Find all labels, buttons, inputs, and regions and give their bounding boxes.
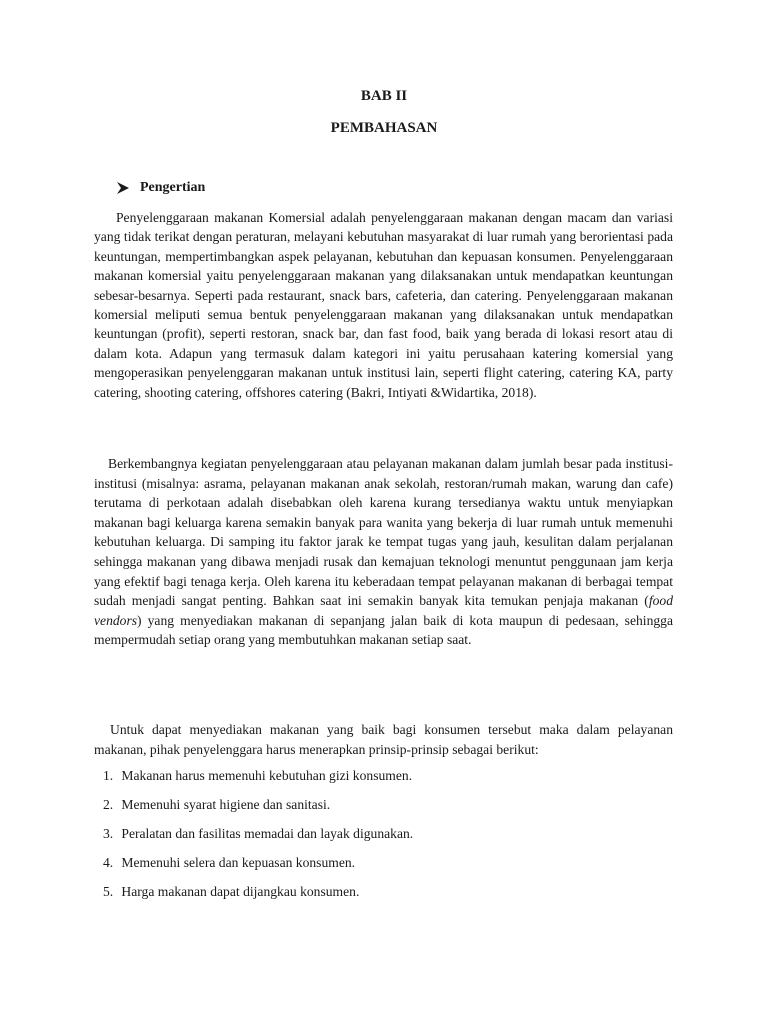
list-item-number: 4. <box>103 855 114 870</box>
section-heading <box>116 180 205 196</box>
chapter-subtitle: PEMBAHASAN <box>330 120 438 136</box>
list-item <box>103 795 413 824</box>
list-item-number: 1. <box>103 768 114 783</box>
list-item <box>103 824 413 853</box>
paragraph-2-italic-term: food vendors <box>94 593 673 628</box>
paragraph-2-text-end: ) yang menyediakan makanan di sepanjang jalan baik di kota maupun di pedesaan, sehingga mempermudah setiap orang yang membutuhkan makanan setiap saat. <box>94 612 673 648</box>
list-item-text: Memenuhi selera dan kepuasan konsumen. <box>121 855 356 870</box>
list-item-text: Memenuhi syarat higiene dan sanitasi. <box>121 797 331 812</box>
paragraph-2-text-start: Berkembangnya kegiatan penyelenggaraan atau pelayanan makanan dalam jumlah besar pada institusi-institusi (misalnya: asrama, pelayanan makanan anak sekolah, restoran/rumah makan, warung dan cafe) terutama di perkotaan adalah disebabkan oleh karena kurang tersedianya waktu untuk menyiapkan makanan bagi keluarga karena semakin banyak para wanita yang bekerja di luar rumah untuk memenuhi kebutuhan keluarga. Di samping itu faktor jarak ke tempat tugas yang jauh, kesulitan dalam perjalanan sehingga makanan yang dibawa menjadi rusak dan kemajuan teknologi menuntut penggunaan jam kerja yang efektif bagi tenaga kerja. Oleh karena itu keberadaan tempat pelayanan makanan di berbagai tempat sudah menjadi sangat penting. Bahkan saat ini semakin banyak kita temukan penjaja makanan ( <box>94 456 673 609</box>
list-item-number: 5. <box>103 884 114 899</box>
list-item-number: 3. <box>103 826 114 841</box>
list-item-text: Makanan harus memenuhi kebutuhan gizi konsumen. <box>121 768 413 783</box>
list-item <box>103 766 413 795</box>
paragraph-1: Penyelenggaraan makanan Komersial adalah penyelenggaraan makanan dengan macam dan variasi yang tidak terikat dengan peraturan, melayani kebutuhan masyarakat di luar rumah yang berorientasi pada keuntungan, mempertimbangkan aspek pelayanan, kebutuhan dan kepuasan konsumen. Penyelenggaraan makanan komersial yaitu penyelenggaraan makanan yang dilaksanakan untuk mendapatkan keuntungan sebesar-besarnya. Seperti pada restaurant, snack bars, cafeteria, dan catering. Penyelenggaraan makanan komersial meliputi semua bentuk penyelenggaraan makanan yang dilaksanakan untuk mendapatkan keuntungan (profit), seperti restoran, snack bar, dan fast food, baik yang berada di lokasi resort atau di dalam kota. Adapun yang termasuk dalam kategori ini yaitu perusahaan katering komersial yang mengoperasikan penyelenggaran makanan untuk institusi lain, seperti flight catering, catering KA, party catering, shooting catering, offshores catering (Bakri, Intiyati &Widartika, 2018). <box>94 210 673 400</box>
list-item-text: Peralatan dan fasilitas memadai dan layak digunakan. <box>121 826 414 841</box>
list-item-text: Harga makanan dapat dijangkau konsumen. <box>121 884 360 899</box>
section-heading-label: Pengertian <box>140 180 206 195</box>
arrow-bullet-icon <box>116 181 130 195</box>
list-item <box>103 853 413 882</box>
paragraph-3: Untuk dapat menyediakan makanan yang baik bagi konsumen tersebut maka dalam pelayanan makanan, pihak penyelenggara harus menerapkan prinsip-prinsip sebagai berikut: <box>94 722 673 757</box>
list-item-number: 2. <box>103 797 114 812</box>
chapter-title: BAB II <box>360 88 408 104</box>
principles-list <box>103 766 413 911</box>
paragraph-2 <box>94 454 673 650</box>
list-item <box>103 882 413 911</box>
